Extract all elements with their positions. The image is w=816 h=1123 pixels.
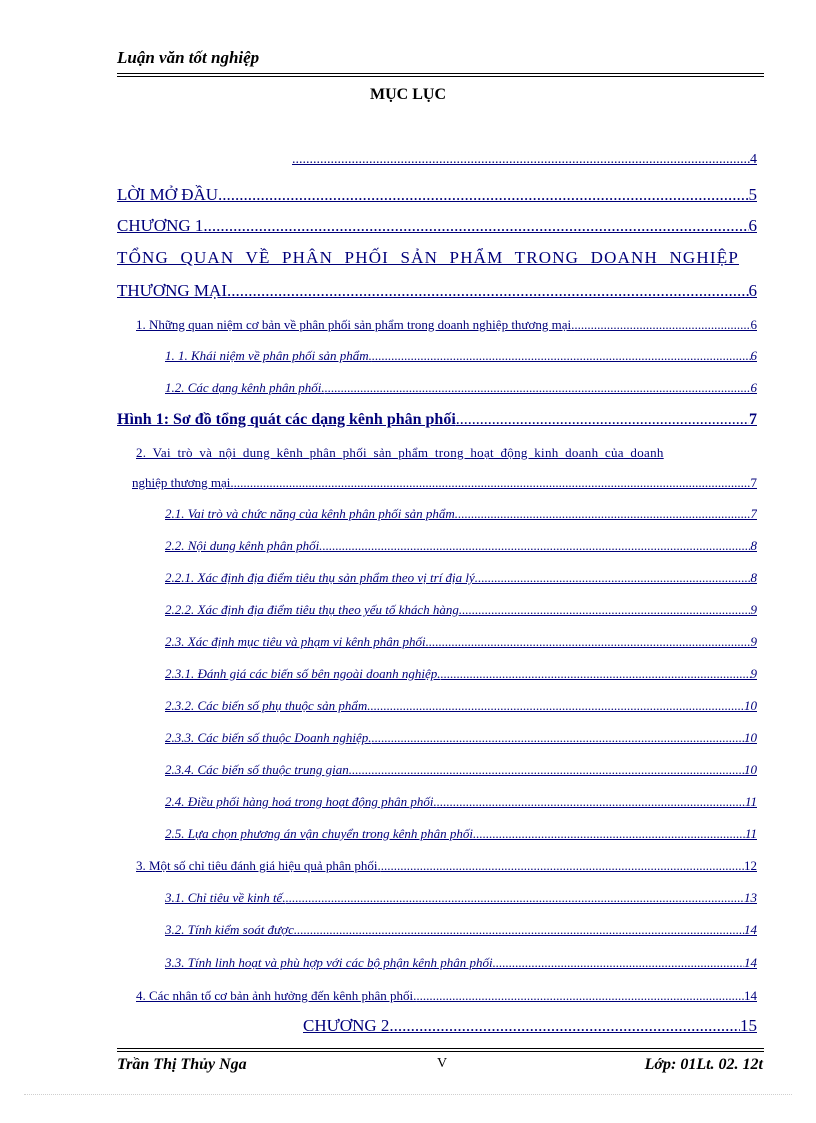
toc-heading: MỤC LỤC bbox=[370, 86, 446, 103]
toc-entry-section-1[interactable]: 1. Những quan niệm cơ bản về phân phối sản phẩm trong doanh nghiệp thương mại. ..... 6 bbox=[136, 311, 757, 333]
toc-entry-chapter-1[interactable]: CHƯƠNG 1 ..... 6 bbox=[117, 212, 757, 236]
toc-entry-section-3[interactable]: 3. Một số chỉ tiêu đánh giá hiệu quả phân phối. ..... 12 bbox=[136, 852, 757, 874]
toc-entry-section-2-3-2[interactable]: 2.3.2. Các biến số phụ thuộc sản phẩm. ..... 10 bbox=[165, 692, 757, 714]
toc-entry-section-1-2[interactable]: 1.2. Các dạng kênh phân phối. ..... 6 bbox=[165, 374, 757, 396]
footer-rule-top bbox=[117, 1048, 764, 1049]
toc-entry-chapter-2[interactable]: CHƯƠNG 2 ..... 15 bbox=[117, 1012, 757, 1036]
footer-author: Trần Thị Thủy Nga bbox=[117, 1056, 247, 1073]
toc-entry-section-2-2-1[interactable]: 2.2.1. Xác định địa điểm tiêu thụ sản phẩm theo vị trí địa lý. ..... 8 bbox=[165, 564, 757, 586]
toc-entry-section-2-5[interactable]: 2.5. Lựa chọn phương án vận chuyển trong kênh phân phối. ..... 11 bbox=[165, 820, 757, 842]
toc-entry-chapter-1-title-line-2[interactable]: THƯƠNG MẠI. ..... 6 bbox=[117, 277, 757, 301]
toc-entry-section-2-3-3[interactable]: 2.3.3. Các biến số thuộc Doanh nghiệp. ..... 10 bbox=[165, 724, 757, 746]
toc-entry-chapter-1-title-line-1[interactable]: TỔNG QUAN VỀ PHÂN PHỐI SẢN PHẨM TRONG DOANH NGHIỆP bbox=[117, 248, 739, 267]
toc-entry-section-2-3[interactable]: 2.3. Xác định mục tiêu và phạm vi kênh phân phối. ..... 9 bbox=[165, 628, 757, 650]
toc-entry-section-2-3-1[interactable]: 2.3.1. Đánh giá các biến số bên ngoài doanh nghiệp. ..... 9 bbox=[165, 660, 757, 682]
toc-entry-section-2-line-1[interactable]: 2. Vai trò và nội dung kênh phân phối sản phẩm trong hoạt động kinh doanh của doanh bbox=[136, 445, 664, 460]
toc-entry-section-3-3[interactable]: 3.3. Tính linh hoạt và phù hợp với các bộ phận kênh phân phối. ..... 14 bbox=[165, 949, 757, 971]
toc-entry-section-2-4[interactable]: 2.4. Điều phối hàng hoá trong hoạt động phân phối. ..... 11 bbox=[165, 788, 757, 810]
toc-entry-section-2-1[interactable]: 2.1. Vai trò và chức năng của kênh phân phối sản phẩm. ..... 7 bbox=[165, 500, 757, 522]
running-header: Luận văn tốt nghiệp bbox=[117, 48, 260, 67]
toc-entry-section-3-1[interactable]: 3.1. Chỉ tiêu về kinh tế. ..... 13 bbox=[165, 884, 757, 906]
footer-page-number: V bbox=[437, 1056, 448, 1071]
footer-class: Lớp: 01Lt. 02. 12t bbox=[644, 1056, 763, 1073]
toc-entry-section-3-2[interactable]: 3.2. Tính kiểm soát được. ..... 14 bbox=[165, 916, 757, 938]
toc-entry-introduction[interactable]: LỜI MỞ ĐẦU ..... 5 bbox=[117, 181, 757, 205]
footer-rule-bottom bbox=[117, 1051, 764, 1052]
toc-entry-section-2-2-2[interactable]: 2.2.2. Xác định địa điểm tiêu thụ theo yếu tố khách hàng. ..... 9 bbox=[165, 596, 757, 618]
toc-entry-section-2-2[interactable]: 2.2. Nội dung kênh phân phối. ..... 8 bbox=[165, 532, 757, 554]
toc-entry-section-4[interactable]: 4. Các nhân tố cơ bản ảnh hưởng đến kênh phân phối. ..... 14 bbox=[136, 982, 757, 1004]
toc-entry-section-1-1[interactable]: 1. 1. Khái niệm về phân phối sản phẩm. ..... 6 bbox=[165, 342, 757, 364]
toc-entry-section-2-3-4[interactable]: 2.3.4. Các biến số thuộc trung gian. ..... 10 bbox=[165, 756, 757, 778]
toc-entry-blank[interactable]: ..... 4 bbox=[117, 146, 757, 168]
toc-entry-section-2-line-2[interactable]: nghiệp thương mại. ..... 7 bbox=[132, 469, 757, 491]
page-bottom-border bbox=[24, 1094, 792, 1095]
toc-entry-figure-1[interactable]: Hình 1: Sơ đồ tổng quát các dạng kênh phân phối ..... 7 bbox=[117, 405, 757, 429]
